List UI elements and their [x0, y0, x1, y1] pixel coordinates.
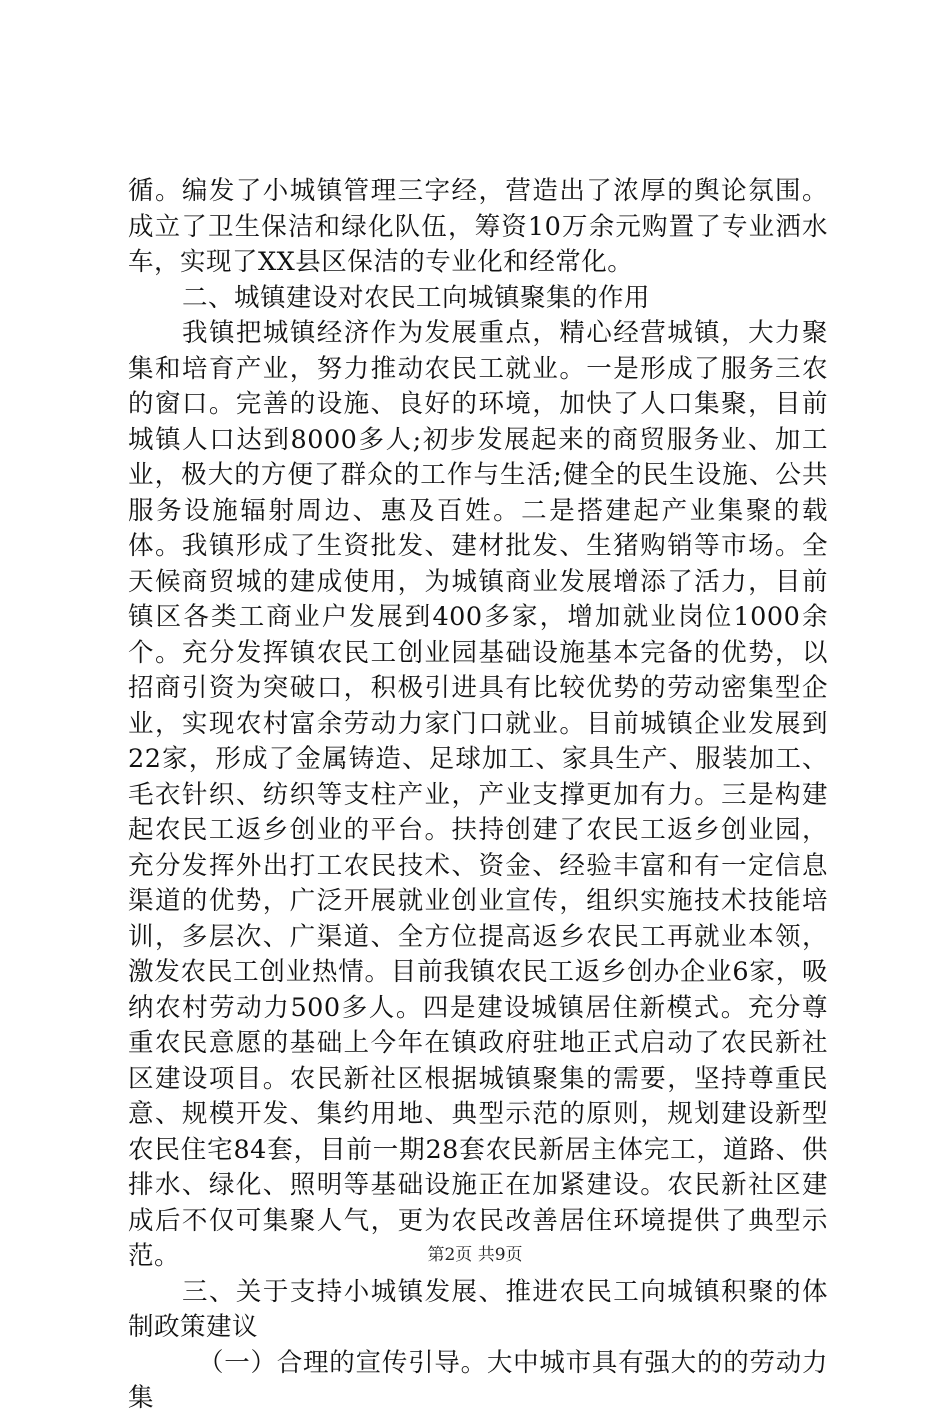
paragraph-continuation: 循。编发了小城镇管理三字经，营造出了浓厚的舆论氛围。成立了卫生保洁和绿化队伍，筹资10万余元购置了专业洒水车，实现了XX县区保洁的专业化和经常化。 — [128, 176, 828, 277]
section-heading-2: 二、城镇建设对农民工向城镇聚集的作用 — [182, 282, 651, 313]
paragraph-body: 我镇把城镇经济作为发展重点，精心经营城镇，大力聚集和培育产业，努力推动农民工就业。一是形成了服务三农的窗口。完善的设施、良好的环境，加快了人口集聚，目前城镇人口达到8000多人;初步发展起来的商贸服务业、加工业，极大的方便了群众的工作与生活;健全的民生设施、公共服务设施辐射周边、惠及百姓。二是搭建起产业集聚的载体。我镇形成了生资批发、建材批发、生猪购销等市场。全天候商贸城的建成使用，为城镇商业发展增添了活力，目前镇区各类工商业户发展到400多家，增加就业岗位1000余个。充分发挥镇农民工创业园基础设施基本完备的优势，以招商引资为突破口，积极引进具有比较优势的劳动密集型企业，实现农村富余劳动力家门口就业。目前城镇企业发展到22家，形成了金属铸造、足球加工、家具生产、服装加工、毛衣针织、纺织等支柱产业，产业支撑更加有力。三是构建起农民工返乡创业的平台。扶持创建了农民工返乡创业园，充分发挥外出打工农民技术、资金、经验丰富和有一定信息渠道的优势，广泛开展就业创业宣传，组织实施技术技能培训，多层次、广渠道、全方位提高返乡农民工再就业本领，激发农民工创业热情。目前我镇农民工返乡创办企业6家，吸纳农村劳动力500多人。四是建设城镇居住新模式。充分尊重农民意愿的基础上今年在镇政府驻地正式启动了农民新社区建设项目。农民新社区根据城镇聚集的需要，坚持尊重民意、规模开发、集约用地、典型示范的原则，规划建设新型农民住宅84套，目前一期28套农民新居主体完工，道路、供排水、绿化、照明等基础设施正在加紧建设。农民新社区建成后不仅可集聚人气，更为农民改善居住环境提供了典型示范。 — [128, 318, 828, 1271]
section-heading-3: 三、关于支持小城镇发展、推进农民工向城镇积聚的体制政策建议 — [128, 1276, 828, 1342]
subsection-heading-1: （一）合理的宣传引导。大中城市具有强大的的劳动力集 — [128, 1347, 828, 1413]
page-footer: 第2页 共9页 — [427, 1245, 523, 1265]
document-body — [128, 174, 828, 1417]
